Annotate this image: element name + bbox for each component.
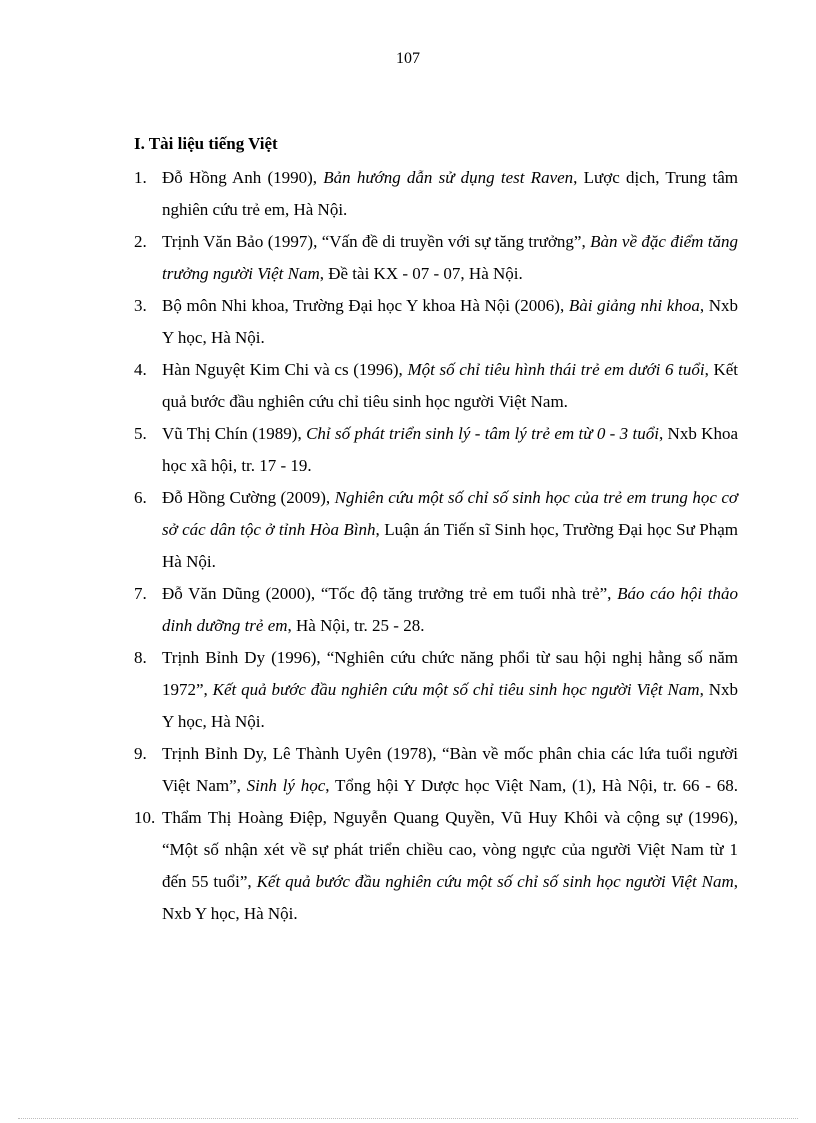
reference-text [162, 578, 738, 642]
reference-title: Bàn về đặc điểm tăng trưởng người Việt Nam [162, 232, 739, 283]
reference-number: 6. [134, 488, 147, 507]
footer-divider [18, 1118, 798, 1119]
page-number: 107 [396, 50, 420, 67]
reference-text [162, 642, 738, 738]
reference-segment: , Nxb Y học, Hà Nội. [162, 872, 738, 923]
reference-title: Kết quả bước đầu nghiên cứu một số chỉ tiêu sinh học người Việt Nam [212, 680, 700, 699]
reference-segment: , Nxb Y học, Hà Nội. [162, 296, 739, 347]
reference-segment: Đỗ Hồng Anh (1990), [162, 168, 324, 187]
reference-segment: , Nxb Y học, Hà Nội. [162, 680, 738, 731]
reference-number: 1. [134, 168, 147, 187]
reference-item [134, 290, 738, 354]
reference-number: 2. [134, 232, 147, 251]
reference-segment: Thẩm Thị Hoàng Điệp, Nguyễn Quang Quyền, Vũ Huy Khôi và cộng sự (1996), “Một số nhận xét về sự phát triển chiều cao, vòng ngực của người Việt Nam từ 1 đến 55 tuổi”, [162, 808, 738, 891]
reference-item [134, 482, 738, 578]
reference-title: Bản hướng dẫn sử dụng test Raven [323, 168, 574, 187]
reference-item [134, 418, 738, 482]
reference-segment: Trịnh Bỉnh Dy, Lê Thành Uyên (1978), “Bàn về mốc phân chia các lứa tuổi người Việt Nam”, [162, 744, 738, 795]
reference-segment: , Tổng hội Y Dược học Việt Nam, (1), Hà Nội, tr. 66 - 68. [325, 776, 738, 795]
reference-number: 3. [134, 296, 147, 315]
reference-item [134, 226, 738, 290]
reference-number: 9. [134, 744, 147, 763]
reference-segment: Trịnh Văn Bảo (1997), “Vấn đề di truyền với sự tăng trưởng”, [162, 232, 591, 251]
reference-item [134, 802, 738, 930]
reference-segment: Đỗ Văn Dũng (2000), “Tốc độ tăng trưởng trẻ em tuổi nhà trẻ”, [162, 584, 618, 603]
reference-segment: Trịnh Bỉnh Dy (1996), “Nghiên cứu chức năng phổi từ sau hội nghị hằng số năm 1972”, [162, 648, 738, 699]
reference-text [162, 482, 738, 578]
reference-title: Báo cáo hội thảo dinh dưỡng trẻ em [162, 584, 738, 635]
reference-segment: , Nxb Khoa học xã hội, tr. 17 - 19. [162, 424, 738, 475]
reference-text [162, 226, 738, 290]
reference-title: Chỉ số phát triển sinh lý - tâm lý trẻ em từ 0 - 3 tuổi [306, 424, 659, 443]
reference-text [162, 162, 738, 226]
reference-title: Sinh lý học [246, 776, 326, 795]
reference-title: Bài giảng nhi khoa [568, 296, 700, 315]
reference-item [134, 738, 738, 802]
reference-segment: , Lược dịch, Trung tâm nghiên cứu trẻ em, Hà Nội. [162, 168, 739, 219]
reference-segment: , Đề tài KX - 07 - 07, Hà Nội. [319, 264, 523, 283]
reference-list [134, 162, 738, 930]
reference-number: 8. [134, 648, 147, 667]
reference-segment: , Kết quả bước đầu nghiên cứu chỉ tiêu sinh học người Việt Nam. [162, 360, 739, 411]
reference-text [162, 738, 738, 802]
section-heading: I. Tài liệu tiếng Việt [134, 134, 278, 153]
reference-segment: Bộ môn Nhi khoa, Trường Đại học Y khoa Hà Nội (2006), [162, 296, 569, 315]
reference-number: 7. [134, 584, 147, 603]
reference-segment: , Luận án Tiến sĩ Sinh học, Trường Đại học Sư Phạm Hà Nội. [162, 520, 738, 571]
reference-text [162, 418, 738, 482]
reference-item [134, 162, 738, 226]
reference-number: 4. [134, 360, 147, 379]
reference-item [134, 642, 738, 738]
reference-number: 5. [134, 424, 147, 443]
reference-segment: Vũ Thị Chín (1989), [162, 424, 307, 443]
reference-number: 10. [134, 808, 156, 827]
reference-segment: , Hà Nội, tr. 25 - 28. [287, 616, 425, 635]
reference-segment: Hàn Nguyệt Kim Chi và cs (1996), [162, 360, 408, 379]
reference-text [162, 290, 738, 354]
reference-text [162, 354, 738, 418]
reference-segment: Đỗ Hồng Cường (2009), [162, 488, 335, 507]
reference-item [134, 354, 738, 418]
reference-text [162, 802, 738, 930]
reference-title: Nghiên cứu một số chỉ số sinh học của trẻ em trung học cơ sở các dân tộc ở tỉnh Hòa Bình [162, 488, 738, 539]
reference-item [134, 578, 738, 642]
reference-title: Kết quả bước đầu nghiên cứu một số chỉ số sinh học người Việt Nam [256, 872, 734, 891]
references-section [134, 128, 738, 930]
reference-title: Một số chỉ tiêu hình thái trẻ em dưới 6 tuổi [407, 360, 705, 379]
